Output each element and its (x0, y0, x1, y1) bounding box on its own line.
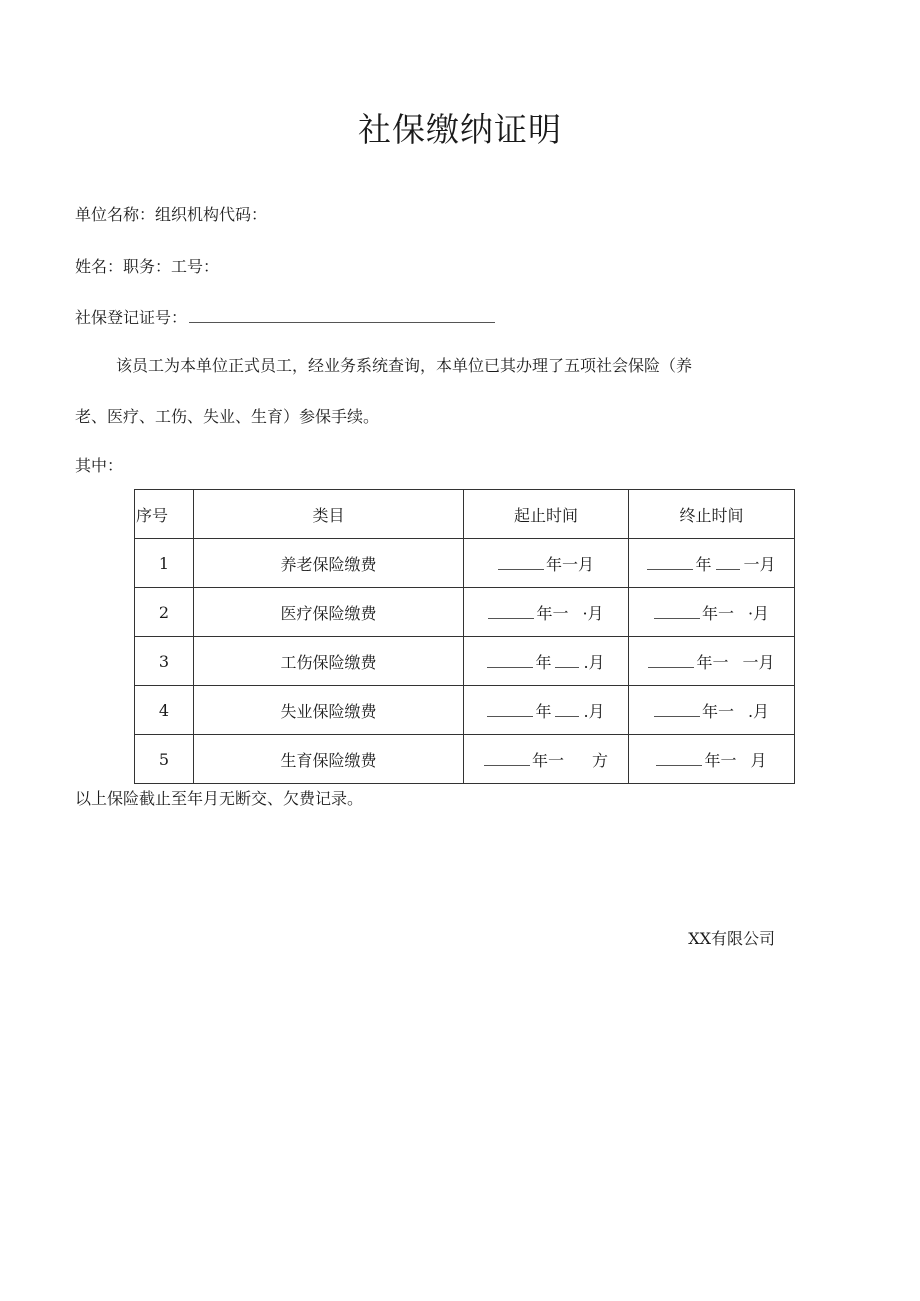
end-year-text: 年一 (701, 701, 734, 721)
year-blank (487, 704, 533, 717)
end-year-text: 年一 (696, 652, 729, 672)
header-start-time: 起止时间 (464, 490, 629, 539)
month-blank (716, 557, 740, 570)
start-year-text: 年一月 (545, 554, 594, 574)
row-seq: 2 (135, 588, 194, 637)
table-header-row (135, 490, 795, 539)
year-blank (654, 606, 700, 619)
row-category: 医疗保险缴费 (194, 588, 464, 637)
table-row (135, 686, 795, 735)
among-label: 其中： (75, 456, 124, 475)
end-month-text: 一月 (742, 652, 775, 672)
start-month-text: .月 (583, 701, 605, 721)
year-blank (647, 557, 693, 570)
end-year-text: 年 (695, 554, 712, 574)
end-year-text: 年一 (704, 750, 737, 770)
end-month-text: 月 (750, 750, 767, 770)
row-category: 失业保险缴费 (194, 686, 464, 735)
footer-note: 以上保险截止至年月无断交、欠费记录。 (75, 789, 364, 808)
end-month-text: 一月 (743, 554, 776, 574)
start-month-text: ·月 (582, 603, 604, 623)
paragraph-line-1: 该员工为本单位正式员工，经业务系统查询，本单位已其办理了五项社会保险（养 (116, 356, 693, 375)
row-end-time (629, 637, 795, 686)
start-year-text: 年 (535, 701, 552, 721)
header-seq: 序号 (135, 490, 194, 539)
row-category: 生育保险缴费 (194, 735, 464, 784)
year-blank (487, 655, 533, 668)
row-start-time (464, 588, 629, 637)
paragraph-line-2: 老、医疗、工伤、失业、生育）参保手续。 (75, 407, 380, 426)
row-start-time (464, 637, 629, 686)
table-row (135, 539, 795, 588)
year-blank (484, 753, 530, 766)
row-seq: 4 (135, 686, 194, 735)
employee-info-line: 姓名：职务：工号： (75, 257, 220, 276)
ss-registration-line (75, 307, 495, 329)
year-blank (498, 557, 544, 570)
row-start-time (464, 735, 629, 784)
start-month-text: .月 (583, 652, 605, 672)
header-category: 类目 (194, 490, 464, 539)
start-year-text: 年一 (531, 750, 564, 770)
table-row (135, 588, 795, 637)
end-year-text: 年一 (701, 603, 734, 623)
row-category: 工伤保险缴费 (194, 637, 464, 686)
month-blank (555, 704, 579, 717)
row-end-time (629, 735, 795, 784)
row-seq: 5 (135, 735, 194, 784)
row-category: 养老保险缴费 (194, 539, 464, 588)
start-year-text: 年 (535, 652, 552, 672)
row-seq: 3 (135, 637, 194, 686)
year-blank (648, 655, 694, 668)
row-seq: 1 (135, 539, 194, 588)
table-row (135, 637, 795, 686)
start-month-text: 方 (592, 750, 609, 770)
row-end-time (629, 588, 795, 637)
month-blank (555, 655, 579, 668)
year-blank (654, 704, 700, 717)
row-end-time (629, 686, 795, 735)
end-month-text: .月 (747, 701, 770, 721)
insurance-table (134, 489, 795, 784)
unit-info-line: 单位名称：组织机构代码： (75, 205, 268, 224)
header-end-time: 终止时间 (629, 490, 795, 539)
start-year-text: 年一 (536, 603, 569, 623)
row-start-time (464, 539, 629, 588)
table-row (135, 735, 795, 784)
year-blank (488, 606, 534, 619)
ss-registration-label: 社保登记证号： (75, 308, 188, 327)
year-blank (656, 753, 702, 766)
row-start-time (464, 686, 629, 735)
company-signature: XX有限公司 (688, 929, 775, 948)
ss-registration-blank (189, 308, 495, 323)
end-month-text: ·月 (747, 603, 770, 623)
page-title: 社保缴纳证明 (358, 110, 562, 149)
row-end-time (629, 539, 795, 588)
